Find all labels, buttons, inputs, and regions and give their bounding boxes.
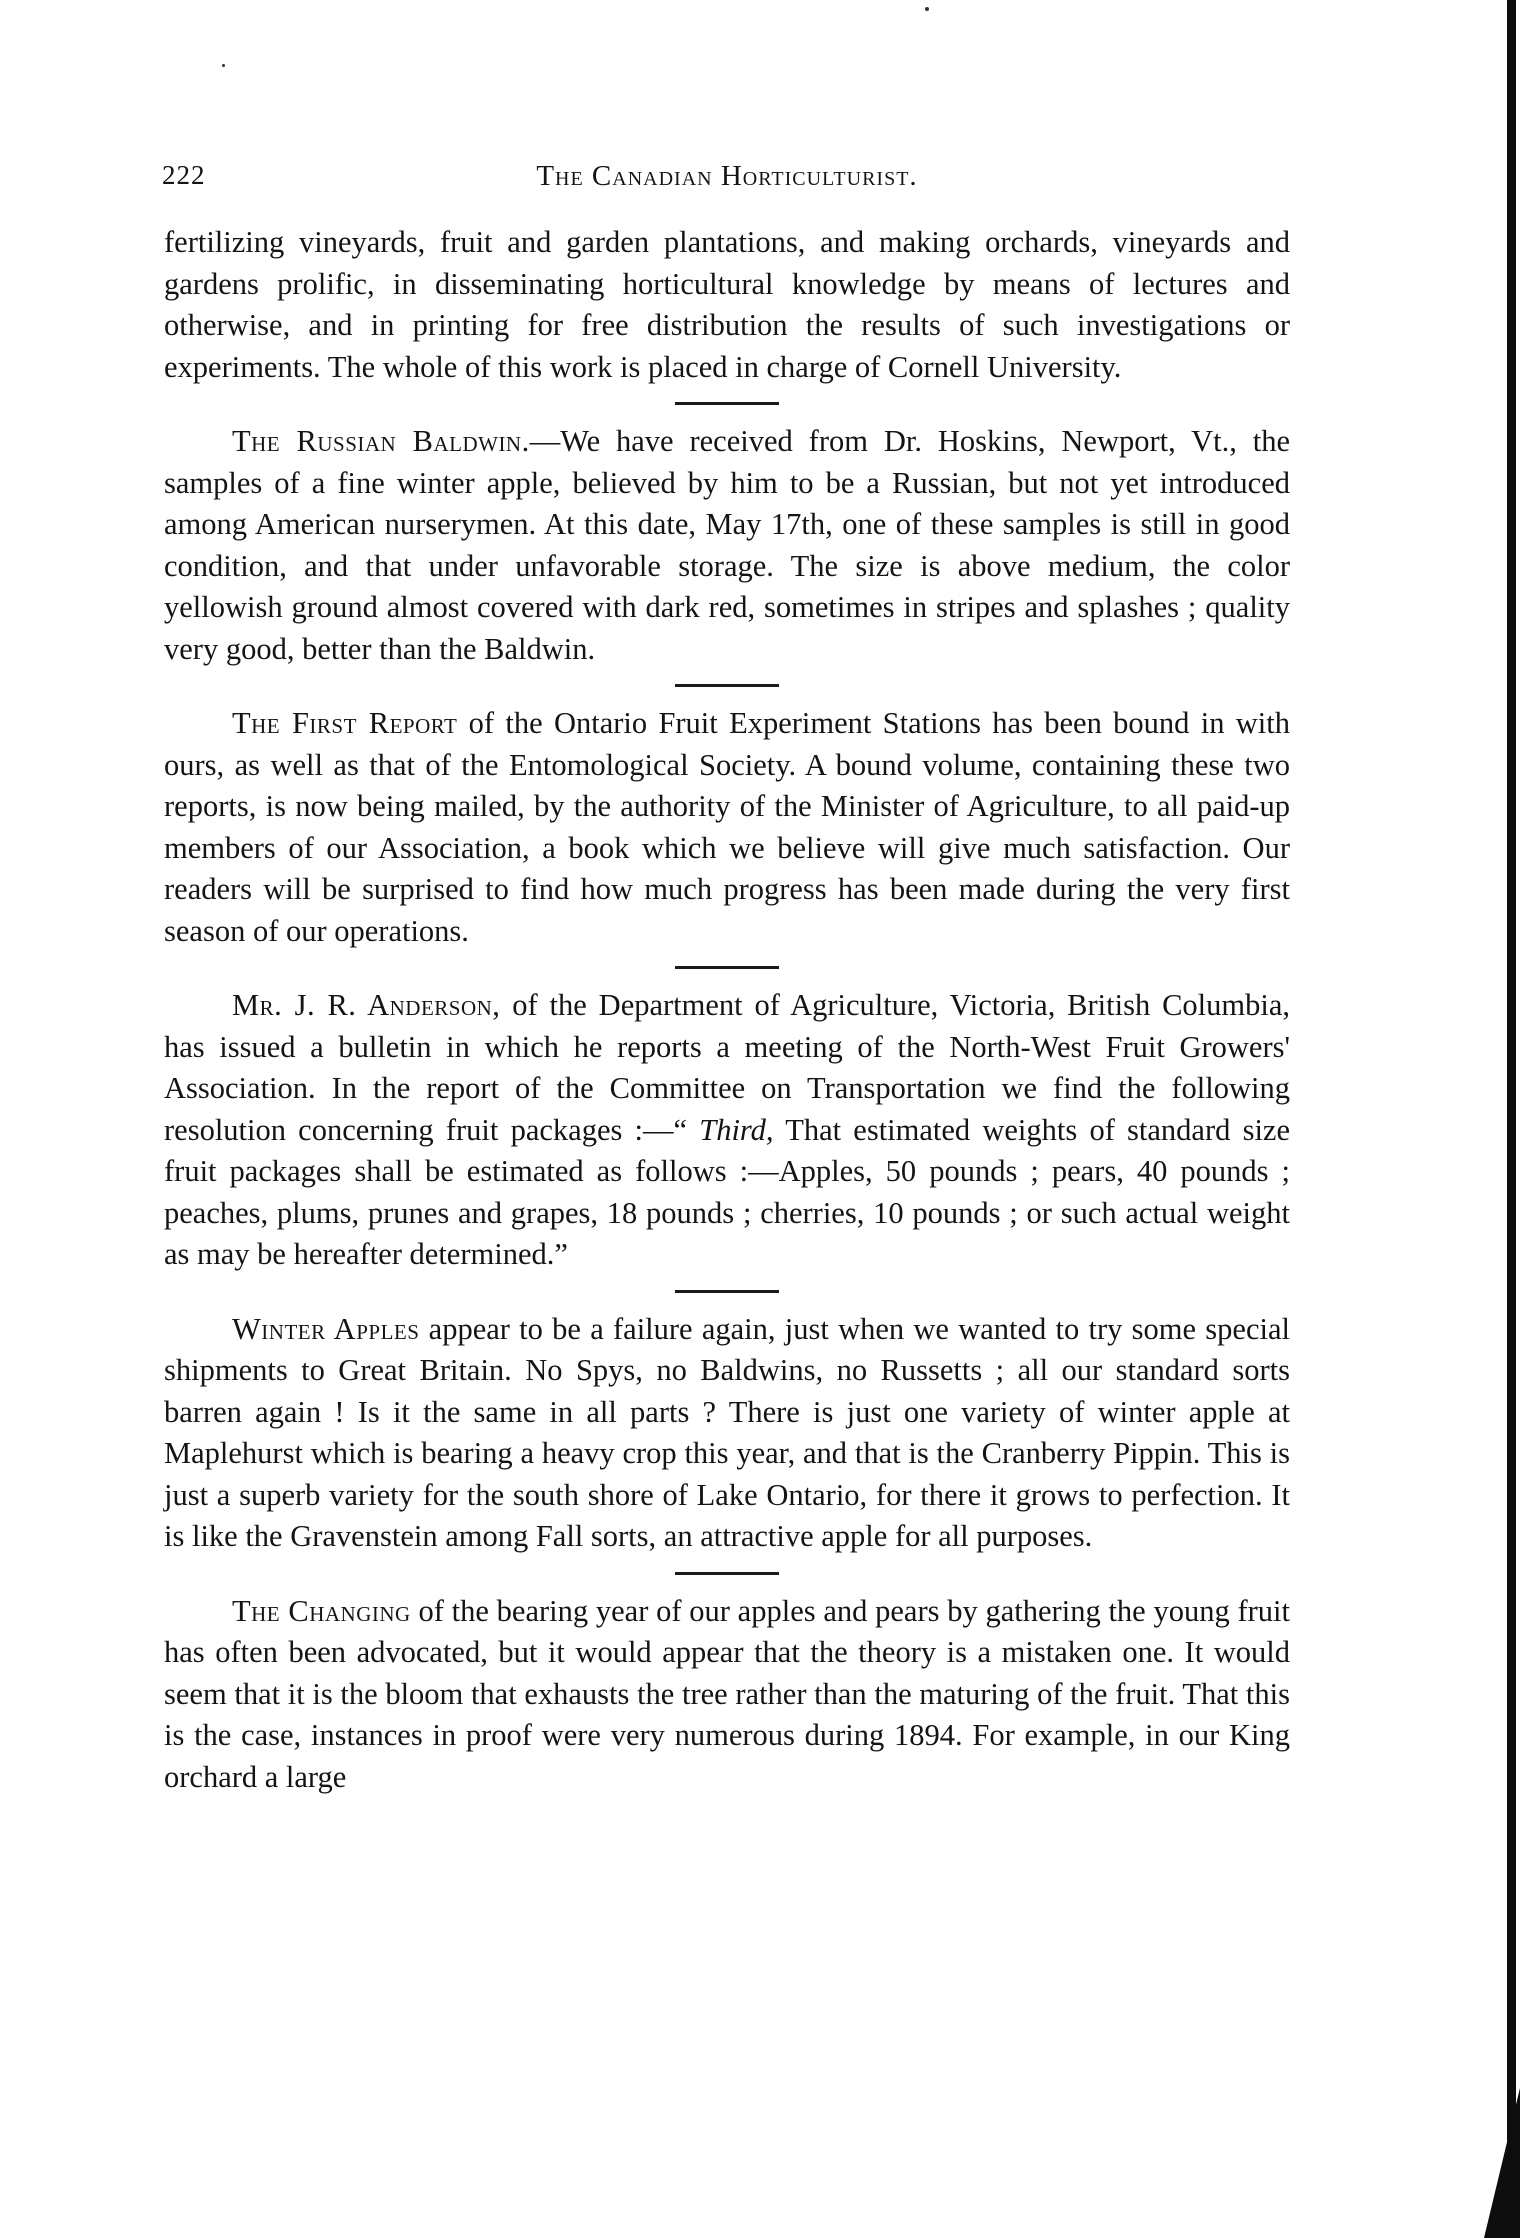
section-divider [675,684,779,687]
section-divider [675,966,779,969]
paragraph-text: of the bearing year of our apples and pears by gathering the young fruit has often been advocated, but it would appear that the theory is a mistaken one. It would seem that it is the bloom that exhausts the tree rather than the maturing of the fruit. That this is the case, instances in proof were very numerous during 1894. For example, in our King orchard a large [164,1593,1290,1794]
page-number: 222 [162,160,206,190]
journal-title: The Canadian Horticulturist. [536,160,918,192]
running-head [162,160,1292,204]
print-speck [925,7,929,11]
paragraph-lead: The Changing [232,1593,411,1628]
paragraph-lead: Winter Apples [232,1311,420,1346]
paragraph-russian-baldwin [164,421,1290,670]
paragraph-winter-apples [164,1309,1290,1558]
paragraph-text-after: That estimated weights of standard size fruit packages shall be estimated as follows :—Apples, 50 pounds ; pears, 40 pounds ; peaches, plums, prunes and grapes, 18 pounds ; cherries, 10 pounds ; or such actual weight as may be hereafter determined.” [164,1112,1290,1271]
paragraph-lead: The First Report [232,706,458,740]
paragraph-text: of the Ontario Fruit Experiment Stations has been bound in with ours, as well as that of the Entomological Society. A bound volume, containing these two reports, is now being mailed, by the authority of the Minister of Agriculture, to all paid-up members of our Association, a book which we believe will give much satisfaction. Our readers will be surprised to find how much progress has been made during the very first season of our operations. [164,706,1290,948]
paragraph-lead: The Russian Baldwin. [232,424,530,458]
paragraph-text: of the Department of Agriculture, Victoria, British Columbia, has issued a bulletin in which he reports a meeting of the North-West Fruit Growers' Association. In the report of the Committee on Transportation we find the following resolution concerning fruit packages :—“ [164,988,1290,1147]
page-corner-curl [1484,2088,1520,2238]
section-divider [675,1290,779,1293]
paragraph-fertilizing [164,222,1290,388]
paragraph-text: appear to be a failure again, just when we wanted to try some special shipments to Great Britain. No Spys, no Baldwins, no Russetts ; all our standard sorts barren again ! Is it the same in all parts ? There is just one variety of winter apple at Maplehurst which is bearing a heavy crop this year, and that is the Cranberry Pippin. This is just a superb variety for the south shore of Lake Ontario, for there it grows to perfection. It is like the Gravenstein among Fall sorts, an attractive apple for all purposes. [164,1311,1290,1553]
section-divider [675,402,779,405]
print-speck [222,64,225,67]
paragraph-first-report [164,703,1290,952]
paragraph-changing [164,1591,1290,1799]
paragraph-text: —We have received from Dr. Hoskins, Newport, Vt., the samples of a fine winter apple, believed by him to be a Russian, but not yet introduced among American nurserymen. At this date, May 17th, one of these samples is still in good condition, and that under unfavorable storage. The size is above medium, the color yellowish ground almost covered with dark red, sometimes in stripes and splashes ; quality very good, better than the Baldwin. [164,424,1291,666]
article-body [164,222,1290,1798]
paragraph-text: fertilizing vineyards, fruit and garden plantations, and making orchards, vineyards and gardens prolific, in disseminating horticultural knowledge by means of lectures and otherwise, and in printing for free distribution the results of such investigations or experiments. The whole of this work is placed in charge of Cornell University. [164,225,1290,384]
section-divider [675,1572,779,1575]
paragraph-lead: Mr. J. R. Anderson, [232,988,501,1022]
paragraph-italic: Third, [699,1112,774,1147]
page-edge-shadow [1507,0,1516,2238]
paragraph-anderson [164,985,1290,1276]
